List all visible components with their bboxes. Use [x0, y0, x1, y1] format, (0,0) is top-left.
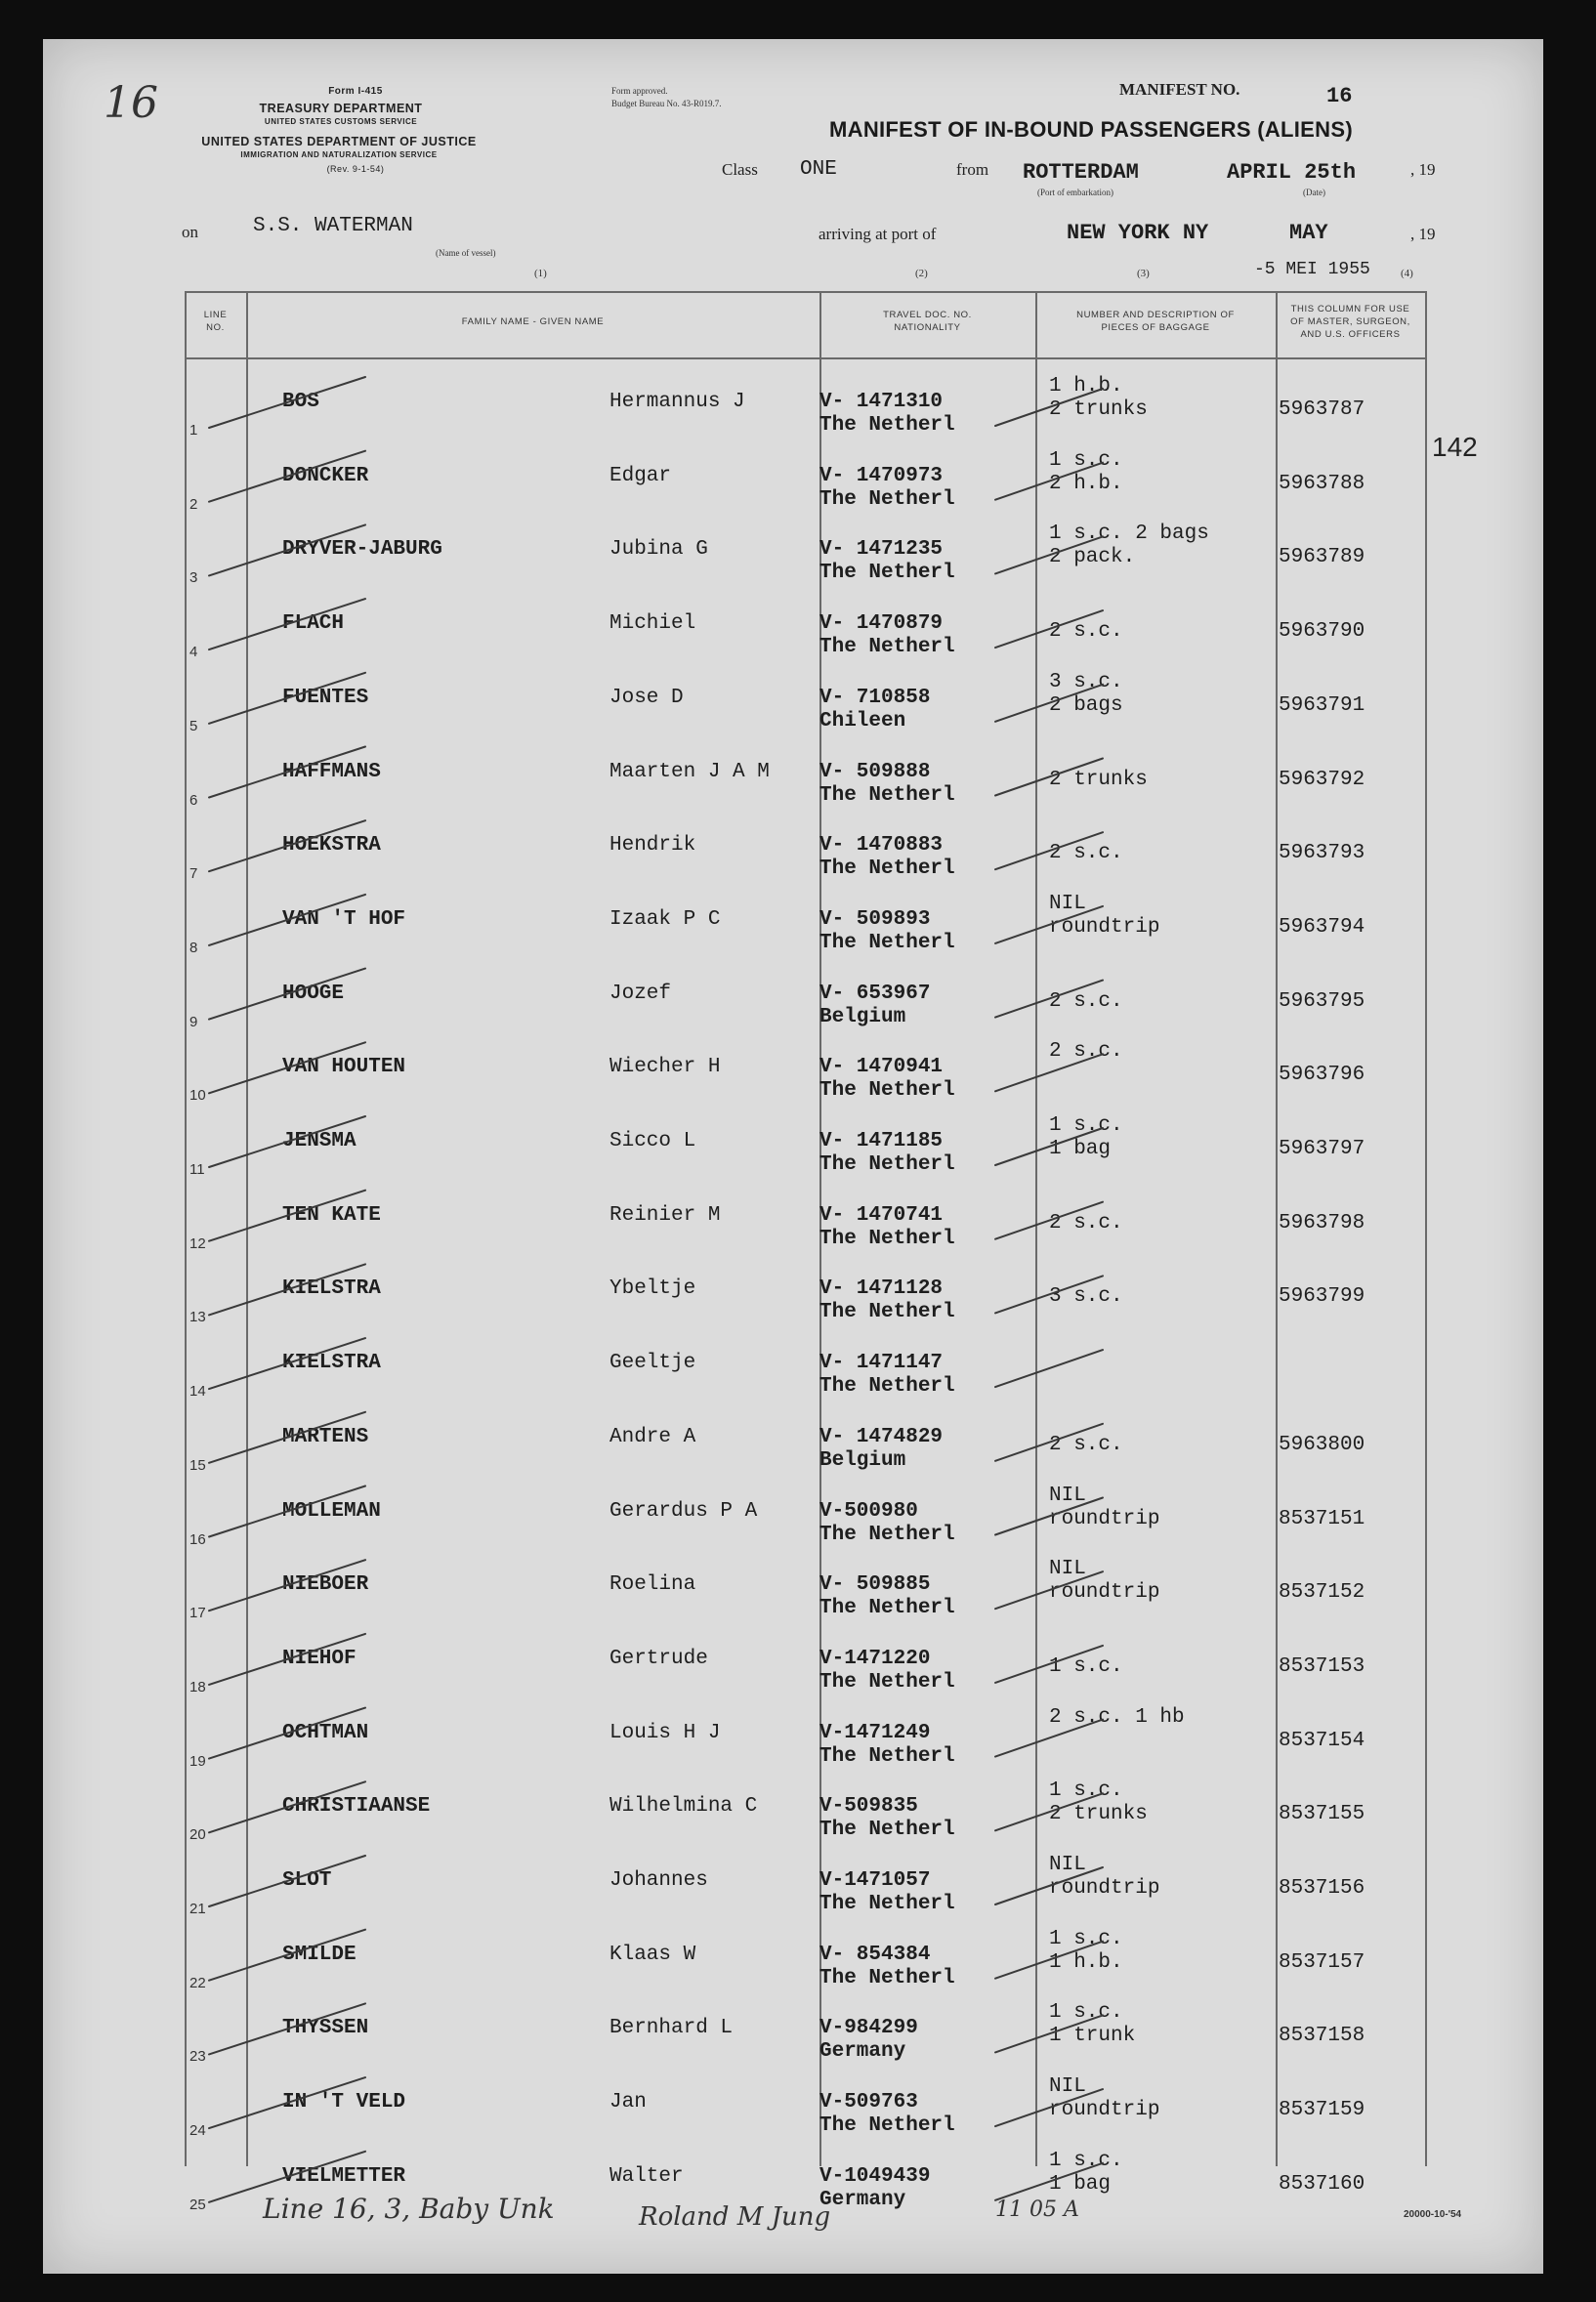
- family-name: SLOT: [282, 1869, 332, 1892]
- travel-doc-number: V- 509893: [819, 907, 931, 931]
- baggage-line-2: roundtrip: [1049, 2099, 1160, 2122]
- family-name: KIELSTRA: [282, 1352, 381, 1375]
- line-number: 20: [189, 1826, 206, 1844]
- baggage-line-2: 2 h.b.: [1049, 472, 1123, 495]
- travel-doc-number: V- 1471128: [819, 1277, 944, 1301]
- baggage-line-2: 2 trunks: [1049, 768, 1148, 791]
- nationality: The Netherl: [819, 636, 955, 659]
- arrival-port: NEW YORK NY: [1067, 221, 1209, 245]
- nationality: The Netherl: [819, 487, 955, 511]
- baggage-line-1: NIL: [1049, 1558, 1086, 1581]
- official-number: 8537158: [1279, 2025, 1365, 2048]
- arrival-month: MAY: [1289, 221, 1328, 245]
- official-number: 8537154: [1279, 1729, 1365, 1752]
- family-name: SMILDE: [282, 1943, 357, 1966]
- nationality: The Netherl: [819, 783, 955, 807]
- official-number: 8537160: [1279, 2172, 1365, 2196]
- travel-doc-number: V-1471249: [819, 1721, 931, 1744]
- given-name: Gertrude: [609, 1647, 708, 1670]
- family-name: FLACH: [282, 612, 345, 636]
- table-row: [43, 813, 1543, 888]
- travel-doc-number: V-500980: [819, 1499, 918, 1523]
- baggage-line-2: 2 trunks: [1049, 1803, 1148, 1826]
- baggage-line-1: NIL: [1049, 892, 1086, 915]
- embark-date: APRIL 25th: [1227, 160, 1357, 185]
- table-row: [43, 1700, 1543, 1776]
- baggage-line-2: 2 bags: [1049, 693, 1123, 717]
- date-caption: (Date): [1303, 188, 1325, 197]
- table-row: [43, 1330, 1543, 1405]
- baggage-line-2: 2 s.c.: [1049, 989, 1123, 1013]
- nationality: The Netherl: [819, 1301, 955, 1324]
- given-name: Wilhelmina C: [609, 1795, 758, 1819]
- travel-doc-number: V- 509888: [819, 760, 931, 783]
- family-name: HAFFMANS: [282, 760, 381, 783]
- nationality: The Netherl: [819, 1819, 955, 1842]
- baggage-line-1: 1 h.b.: [1049, 375, 1123, 398]
- line-number: 24: [189, 2122, 206, 2140]
- immigration-service: IMMIGRATION AND NATURALIZATION SERVICE: [240, 150, 438, 159]
- col-num-4: (4): [1401, 268, 1413, 279]
- line-number: 5: [189, 717, 198, 734]
- travel-doc-number: V-509835: [819, 1795, 918, 1819]
- family-name: IN 'T VELD: [282, 2091, 406, 2114]
- given-name: Hendrik: [609, 834, 696, 858]
- nationality: The Netherl: [819, 1153, 955, 1176]
- col-num-1: (1): [534, 268, 547, 279]
- nationality: The Netherl: [819, 1597, 955, 1620]
- given-name: Wiecher H: [609, 1056, 721, 1079]
- nationality: The Netherl: [819, 1670, 955, 1694]
- family-name: NIEHOF: [282, 1647, 357, 1670]
- table-row: [43, 739, 1543, 815]
- baggage-line-1: 2 s.c. 1 hb: [1049, 1705, 1185, 1729]
- given-name: Maarten J A M: [609, 760, 770, 783]
- given-name: Gerardus P A: [609, 1499, 758, 1523]
- official-number: 5963792: [1279, 768, 1365, 791]
- travel-doc-number: V- 1470973: [819, 464, 944, 487]
- baggage-line-2: roundtrip: [1049, 915, 1160, 939]
- port-embarkation-caption: (Port of embarkation): [1037, 188, 1113, 197]
- travel-doc-number: V- 1470941: [819, 1056, 944, 1079]
- budget-bureau: Budget Bureau No. 43-R019.7.: [611, 99, 722, 108]
- line-number: 2: [189, 495, 198, 513]
- official-number: 8537151: [1279, 1507, 1365, 1530]
- header-bottom-border: [185, 357, 1425, 359]
- vessel-caption: (Name of vessel): [436, 248, 496, 258]
- official-number: 5963787: [1279, 398, 1365, 421]
- travel-doc-number: V- 1470883: [819, 834, 944, 858]
- given-name: Sicco L: [609, 1130, 696, 1152]
- official-number: 5963791: [1279, 693, 1365, 717]
- line-number: 12: [189, 1235, 206, 1252]
- baggage-line-2: roundtrip: [1049, 1507, 1160, 1530]
- page-corner-number: 16: [104, 78, 158, 128]
- table-row: [43, 887, 1543, 962]
- given-name: Izaak P C: [609, 907, 721, 931]
- family-name: VAN HOUTEN: [282, 1056, 406, 1079]
- table-row: [43, 1479, 1543, 1554]
- family-name: CHRISTIAANSE: [282, 1795, 431, 1819]
- baggage-line-1: 1 s.c. 2 bags: [1049, 523, 1209, 546]
- nationality: The Netherl: [819, 1744, 955, 1768]
- family-name: DRYVER-JABURG: [282, 538, 442, 562]
- nationality: Belgium: [819, 1005, 906, 1028]
- baggage-line-2: roundtrip: [1049, 1877, 1160, 1900]
- baggage-line-2: 2 pack.: [1049, 546, 1136, 569]
- family-name: VAN 'T HOF: [282, 907, 406, 931]
- arrival-stamp: -5 MEI 1955: [1254, 260, 1370, 279]
- footer-note-1: Line 16, 3, Baby Unk: [263, 2193, 555, 2225]
- baggage-line-2: 2 trunks: [1049, 398, 1148, 421]
- table-row: [43, 1552, 1543, 1627]
- family-name: HOOGE: [282, 982, 345, 1005]
- year-prefix: , 19: [1410, 160, 1436, 179]
- family-name: VIELMETTER: [282, 2164, 406, 2188]
- table-row: [43, 1774, 1543, 1849]
- baggage-line-1: NIL: [1049, 1484, 1086, 1507]
- given-name: Jan: [609, 2091, 647, 2114]
- form-number: Form I-415: [328, 86, 383, 97]
- manifest-no-label: MANIFEST NO.: [1119, 80, 1240, 99]
- official-number: 5963794: [1279, 915, 1365, 939]
- manifest-no-value: 16: [1326, 84, 1353, 108]
- baggage-line-2: 2 s.c.: [1049, 842, 1123, 865]
- margin-number: 142: [1432, 432, 1478, 462]
- official-number: 5963789: [1279, 546, 1365, 569]
- line-number: 19: [189, 1752, 206, 1770]
- travel-doc-number: V-1471057: [819, 1869, 931, 1892]
- official-number: 5963797: [1279, 1138, 1365, 1160]
- table-row: [43, 1626, 1543, 1701]
- travel-doc-number: V- 1471147: [819, 1352, 944, 1375]
- official-number: 8537152: [1279, 1581, 1365, 1605]
- table-row: [43, 1109, 1543, 1184]
- given-name: Geeltje: [609, 1352, 696, 1375]
- official-number: 8537153: [1279, 1654, 1365, 1678]
- given-name: Edgar: [609, 464, 672, 487]
- class-value: ONE: [800, 158, 837, 181]
- manifest-sheet: [43, 39, 1543, 2274]
- official-number: 5963788: [1279, 472, 1365, 495]
- class-label: Class: [722, 160, 758, 179]
- given-name: Bernhard L: [609, 2017, 734, 2040]
- table-row: [43, 1995, 1543, 2071]
- table-row: [43, 591, 1543, 666]
- given-name: Ybeltje: [609, 1277, 696, 1301]
- given-name: Roelina: [609, 1573, 696, 1597]
- baggage-line-1: 1 s.c.: [1049, 2149, 1123, 2172]
- on-label: on: [182, 223, 198, 241]
- official-number: 5963799: [1279, 1285, 1365, 1309]
- official-number: 8537159: [1279, 2099, 1365, 2122]
- nationality: The Netherl: [819, 1893, 955, 1915]
- official-number: 8537156: [1279, 1877, 1365, 1900]
- baggage-line-1: 1 s.c.: [1049, 1779, 1123, 1803]
- given-name: Reinier M: [609, 1203, 721, 1227]
- vessel-name: S.S. WATERMAN: [253, 215, 413, 237]
- given-name: Louis H J: [609, 1721, 721, 1744]
- travel-doc-number: V- 1474829: [819, 1425, 944, 1448]
- treasury-dept: TREASURY DEPARTMENT: [259, 102, 423, 115]
- table-row: [43, 1404, 1543, 1480]
- travel-doc-number: V-1049439: [819, 2164, 931, 2188]
- nationality: The Netherl: [819, 1966, 955, 1989]
- family-name: JENSMA: [282, 1130, 357, 1152]
- baggage-line-1: NIL: [1049, 2075, 1086, 2099]
- line-number: 8: [189, 939, 198, 956]
- justice-dept: UNITED STATES DEPARTMENT OF JUSTICE: [201, 135, 477, 148]
- family-name: TEN KATE: [282, 1203, 381, 1227]
- line-number: 1: [189, 422, 198, 439]
- line-number: 11: [189, 1161, 205, 1178]
- line-number: 18: [189, 1678, 206, 1695]
- given-name: Andre A: [609, 1425, 696, 1448]
- table-row: [43, 1034, 1543, 1109]
- travel-doc-number: V-509763: [819, 2091, 918, 2114]
- nationality: The Netherl: [819, 562, 955, 585]
- nationality: The Netherl: [819, 2114, 955, 2138]
- family-name: MARTENS: [282, 1425, 369, 1448]
- table-row: [43, 517, 1543, 592]
- year-prefix-2: , 19: [1410, 225, 1436, 243]
- given-name: Jozef: [609, 982, 672, 1005]
- footer-signature: Roland M Jung: [639, 2202, 831, 2232]
- family-name: THYSSEN: [282, 2017, 369, 2040]
- line-number: 23: [189, 2048, 206, 2066]
- family-name: MOLLEMAN: [282, 1499, 381, 1523]
- baggage-line-2: 1 s.c.: [1049, 1654, 1123, 1678]
- baggage-line-1: 1 s.c.: [1049, 2001, 1123, 2025]
- family-name: DONCKER: [282, 464, 369, 487]
- line-number: 10: [189, 1087, 206, 1105]
- manifest-title: MANIFEST OF IN-BOUND PASSENGERS (ALIENS): [829, 117, 1353, 142]
- from-label: from: [956, 160, 989, 179]
- revision-date: (Rev. 9-1-54): [326, 164, 385, 174]
- line-number: 16: [189, 1530, 206, 1548]
- official-number: 8537157: [1279, 1950, 1365, 1974]
- nationality: The Netherl: [819, 1523, 955, 1546]
- footer-note-2: 11 05 A: [995, 2197, 1079, 2222]
- family-name: FUENTES: [282, 686, 369, 709]
- table-row: [43, 369, 1543, 444]
- col-header-name: FAMILY NAME - GIVEN NAME: [461, 316, 605, 327]
- baggage-line-2: roundtrip: [1049, 1581, 1160, 1605]
- baggage-line-2: 2 s.c.: [1049, 620, 1123, 644]
- table-row: [43, 2070, 1543, 2145]
- baggage-line-2: 1 bag: [1049, 2172, 1112, 2196]
- line-number: 9: [189, 1013, 198, 1030]
- line-number: 17: [189, 1605, 206, 1622]
- official-number: 5963795: [1279, 989, 1365, 1013]
- line-number: 14: [189, 1383, 206, 1401]
- given-name: Johannes: [609, 1869, 708, 1892]
- table-row: [43, 1256, 1543, 1331]
- table-row: [43, 665, 1543, 740]
- line-number: 4: [189, 644, 198, 661]
- travel-doc-number: V- 854384: [819, 1943, 931, 1966]
- travel-doc-number: V-1471220: [819, 1647, 931, 1670]
- baggage-line-1: 1 s.c.: [1049, 448, 1123, 472]
- given-name: Jose D: [609, 686, 684, 709]
- travel-doc-number: V- 1470879: [819, 612, 944, 636]
- arriving-label: arriving at port of: [819, 225, 937, 243]
- col-num-2: (2): [915, 268, 928, 279]
- line-number: 15: [189, 1456, 206, 1474]
- baggage-line-2: 2 s.c.: [1049, 1211, 1123, 1235]
- port-embarkation: ROTTERDAM: [1023, 160, 1139, 185]
- table-row: [43, 961, 1543, 1036]
- line-number: 25: [189, 2196, 206, 2213]
- baggage-line-2: 3 s.c.: [1049, 1285, 1123, 1309]
- official-number: 5963800: [1279, 1433, 1365, 1456]
- family-name: HOEKSTRA: [282, 834, 381, 858]
- baggage-line-1: NIL: [1049, 1854, 1086, 1876]
- nationality: Germany: [819, 2040, 906, 2064]
- customs-service: UNITED STATES CUSTOMS SERVICE: [264, 117, 418, 126]
- table-row: [43, 1848, 1543, 1923]
- table-row: [43, 1922, 1543, 1997]
- nationality: The Netherl: [819, 414, 955, 437]
- nationality: The Netherl: [819, 1375, 955, 1399]
- official-number: 5963798: [1279, 1211, 1365, 1235]
- travel-doc-number: V-984299: [819, 2017, 918, 2040]
- baggage-line-2: 1 bag: [1049, 1138, 1112, 1160]
- travel-doc-number: V- 1471310: [819, 391, 944, 413]
- baggage-line-2: 2 s.c.: [1049, 1433, 1123, 1456]
- official-number: 5963793: [1279, 842, 1365, 865]
- line-number: 3: [189, 569, 198, 587]
- col-header-line: LINE NO.: [203, 310, 228, 333]
- nationality: The Netherl: [819, 931, 955, 954]
- given-name: Jubina G: [609, 538, 708, 562]
- line-number: 7: [189, 865, 198, 883]
- line-number: 21: [189, 1901, 206, 1917]
- travel-doc-number: V- 1471235: [819, 538, 944, 562]
- table-row: [43, 443, 1543, 519]
- baggage-line-1: 1 s.c.: [1049, 1114, 1123, 1137]
- col-header-officers: THIS COLUMN FOR USE OF MASTER, SURGEON, AND U.S. OFFICERS: [1290, 304, 1410, 340]
- baggage-line-1: 2 s.c.: [1049, 1040, 1123, 1064]
- nationality: Germany: [819, 2188, 906, 2211]
- baggage-line-2: 1 trunk: [1049, 2025, 1136, 2048]
- baggage-line-2: 1 h.b.: [1049, 1950, 1123, 1974]
- form-approved: Form approved.: [611, 86, 668, 96]
- official-number: 5963796: [1279, 1064, 1365, 1087]
- given-name: Walter: [609, 2164, 684, 2188]
- table-top-border: [185, 291, 1425, 293]
- baggage-line-1: 1 s.c.: [1049, 1927, 1123, 1950]
- travel-doc-number: V- 1471185: [819, 1130, 944, 1152]
- family-name: OCHTMAN: [282, 1721, 369, 1744]
- footer-code: 20000-10-'54: [1404, 2209, 1462, 2220]
- line-number: 6: [189, 791, 198, 809]
- family-name: NIEBOER: [282, 1573, 369, 1597]
- travel-doc-number: V- 653967: [819, 982, 931, 1005]
- nationality: The Netherl: [819, 1227, 955, 1250]
- official-number: 8537155: [1279, 1803, 1365, 1826]
- nationality: Chileen: [819, 709, 906, 732]
- col-header-doc: TRAVEL DOC. NO. NATIONALITY: [883, 310, 972, 333]
- baggage-line-1: 3 s.c.: [1049, 670, 1123, 693]
- family-name: KIELSTRA: [282, 1277, 381, 1301]
- travel-doc-number: V- 1470741: [819, 1203, 944, 1227]
- nationality: The Netherl: [819, 858, 955, 881]
- table-row: [43, 1183, 1543, 1258]
- col-num-3: (3): [1137, 268, 1150, 279]
- nationality: Belgium: [819, 1448, 906, 1472]
- nationality: The Netherl: [819, 1079, 955, 1103]
- given-name: Hermannus J: [609, 391, 745, 413]
- official-number: 5963790: [1279, 620, 1365, 644]
- given-name: Michiel: [609, 612, 696, 636]
- col-header-baggage: NUMBER AND DESCRIPTION OF PIECES OF BAGGAGE: [1076, 310, 1235, 333]
- line-number: 13: [189, 1309, 206, 1326]
- given-name: Klaas W: [609, 1943, 696, 1966]
- family-name: BOS: [282, 391, 319, 413]
- travel-doc-number: V- 509885: [819, 1573, 931, 1597]
- travel-doc-number: V- 710858: [819, 686, 931, 709]
- line-number: 22: [189, 1974, 206, 1991]
